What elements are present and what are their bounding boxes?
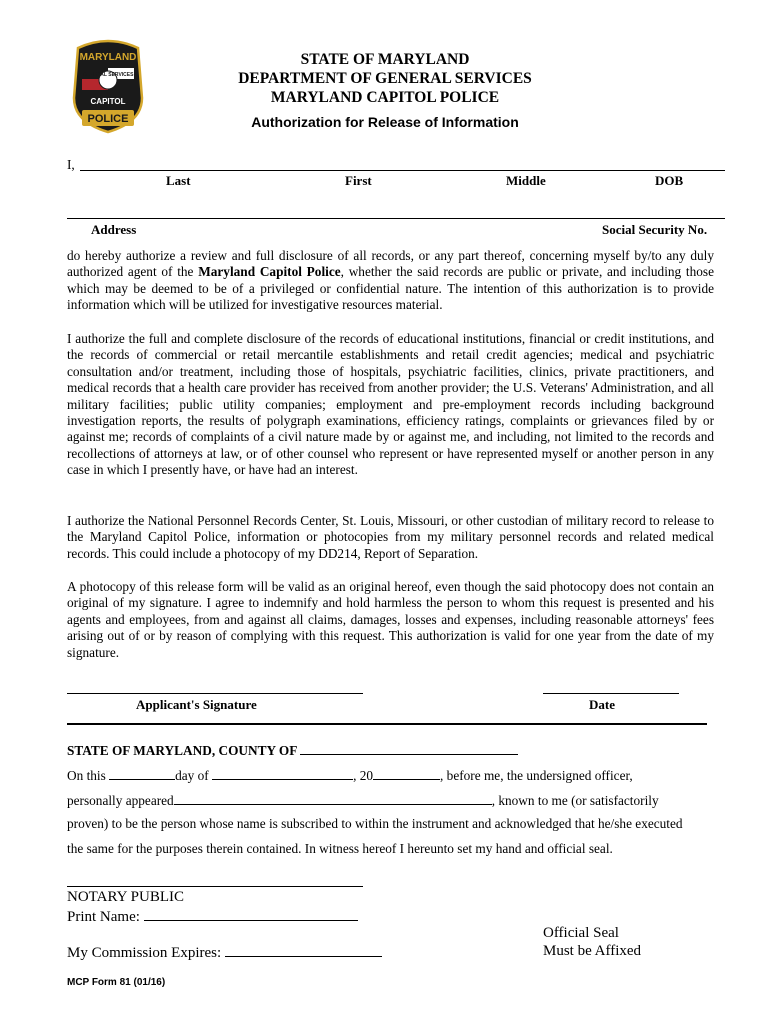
state-county-label: STATE OF MARYLAND, COUNTY OF — [67, 743, 301, 758]
badge-mid-text: GENERAL SERVICES — [82, 72, 134, 78]
year-field[interactable] — [373, 767, 440, 780]
commission-expiry-field[interactable] — [225, 943, 382, 957]
state-county-line — [67, 742, 518, 759]
known-to-me-text: , known to me (or satisfactorily — [491, 793, 659, 808]
authorization-text-end: , whether the said records are public or private, and including those which may be deemed to be of a privileged or confidential nature. The intention of this authorization is to provide information which will be utilized for investigative resources material. — [67, 264, 714, 313]
print-name-label: Print Name: — [67, 909, 144, 925]
commission-label: My Commission Expires: — [67, 945, 225, 961]
proven-line: proven) to be the person whose name is subscribed to within the instrument and acknowledged that he/she executed — [67, 816, 683, 831]
month-field[interactable] — [212, 767, 353, 780]
official-seal-label: Official Seal — [543, 925, 619, 941]
notary-public-label: NOTARY PUBLIC — [67, 889, 185, 905]
authorization-text-start: do hereby authorize a review and full disclosure of all records, or any part thereof, concerning myself by/to any duly authorized agent of the — [67, 248, 714, 280]
badge-capitol-text: CAPITOL — [90, 97, 126, 106]
date-label: Date — [589, 697, 615, 712]
personally-appeared-line — [67, 792, 659, 809]
identity-prefix: I, — [67, 157, 75, 172]
print-name-line — [67, 907, 358, 926]
header-line-state: STATE OF MARYLAND — [300, 51, 470, 68]
badge-top-text: MARYLAND — [79, 52, 137, 63]
address-ssn-field[interactable] — [67, 218, 725, 219]
applicant-signature-field[interactable] — [67, 693, 363, 694]
last-name-label: Last — [166, 173, 191, 188]
seal-affixed-label: Must be Affixed — [543, 943, 642, 959]
applicant-signature-label: Applicant's Signature — [136, 697, 257, 712]
personally-appeared-label: personally appeared — [67, 793, 174, 808]
first-name-label: First — [345, 173, 372, 188]
signature-date-field[interactable] — [543, 693, 679, 694]
agency-name: Maryland Capitol Police — [198, 264, 341, 280]
dob-label: DOB — [655, 173, 684, 188]
county-field[interactable] — [300, 742, 518, 755]
name-dob-field[interactable] — [80, 170, 725, 171]
badge-bottom-text: POLICE — [87, 113, 129, 125]
notary-signature-field[interactable] — [67, 886, 363, 887]
appeared-name-field[interactable] — [174, 792, 492, 805]
ssn-label: Social Security No. — [602, 222, 708, 237]
on-this-label: On this — [67, 768, 110, 783]
print-name-field[interactable] — [144, 907, 358, 921]
header-line-department: DEPARTMENT OF GENERAL SERVICES — [238, 70, 532, 87]
authorization-paragraph — [67, 248, 714, 314]
photocopy-validity-paragraph: A photocopy of this release form will be valid as an original hereof, even though the said photocopy does not contain an original of my signature. I agree to indemnify and hold harmless the person to whom this request is presented and his agents and employees, from and against all claims, damages, losses and expenses, including reasonable attorneys' fees arising out of or by reason of complying with this request. This authorization is valid for one year from the date of my signature. — [67, 579, 714, 660]
witness-line: the same for the purposes therein contained. In witness hereof I hereunto set my hand and official seal. — [67, 841, 613, 856]
middle-name-label: Middle — [506, 173, 546, 188]
address-label: Address — [91, 222, 137, 237]
form-subtitle: Authorization for Release of Information — [251, 114, 519, 130]
form-number: MCP Form 81 (01/16) — [67, 977, 166, 988]
commission-line — [67, 943, 382, 962]
section-divider — [67, 723, 707, 725]
header-line-agency: MARYLAND CAPITOL POLICE — [270, 89, 500, 106]
day-of-label: day of — [175, 768, 213, 783]
on-this-line — [67, 767, 633, 784]
military-records-paragraph: I authorize the National Personnel Records Center, St. Louis, Missouri, or other custodian of military record to release to the Maryland Capitol Police, information or photocopies from my military personnel records and related medical records. This could include a photocopy of my DD214, Report of Separation. — [67, 513, 714, 561]
before-me-text: , before me, the undersigned officer, — [440, 768, 633, 783]
records-disclosure-paragraph: I authorize the full and complete disclosure of the records of educational institutions, financial or credit institutions, and the records of commercial or retail mercantile establishments and retail credit agencies; medical and psychiatric consultation and/or treatment, including those of hospitals, psychiatric facilities, clinics, private practitioners, and medical records that a health care provider has received from another provider; the U.S. Veterans' Administration, and all military facilities; public utility companies; employment and pre-employment records including background investigation reports, the results of polygraph examinations, efficiency ratings, complaints or grievances filed by or against me; records of complaints of a civil nature made by or against me, and including, not limited to the records and recollections of attorneys at law, or of other counsel who represent or have represented myself or another person in any case in which I presently have, or have had an interest. — [67, 331, 714, 478]
year-prefix: , 20 — [353, 768, 374, 783]
day-field[interactable] — [109, 767, 175, 780]
